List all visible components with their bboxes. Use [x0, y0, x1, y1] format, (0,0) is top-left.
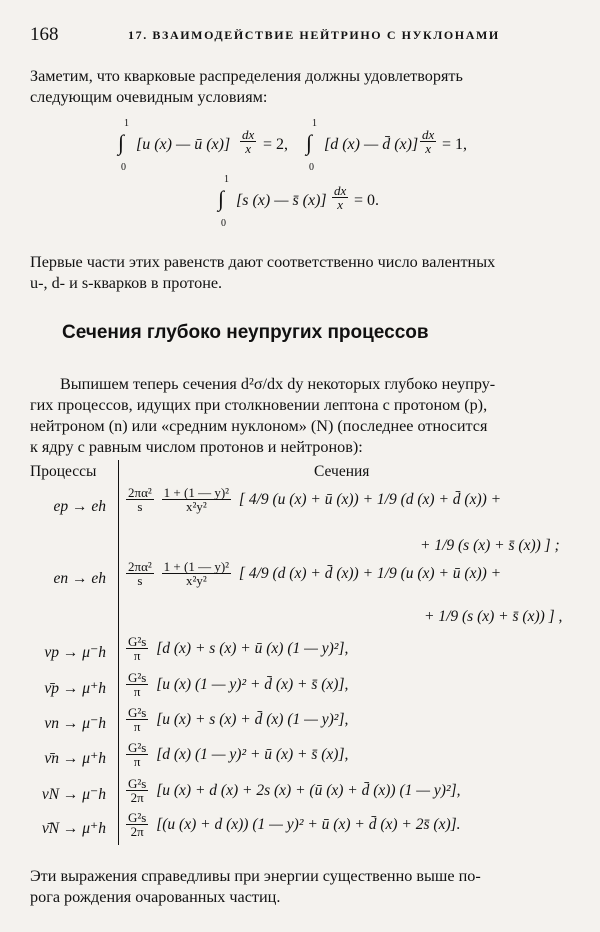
upper-limit: 1 [312, 118, 317, 129]
prefactor: $\frac{\text{G²s}}{\pi}$ [128, 670, 147, 699]
running-header [30, 24, 570, 48]
condition-eq-1-2 [118, 118, 478, 173]
process-label: ν̄n → μ⁺h [44, 750, 106, 767]
formula-expression: [d (x) + s (x) + ū (x) (1 — y)²], [156, 639, 349, 657]
cross-section-formula [126, 741, 348, 768]
condition-eq-2: [d (x) — d̄ (x)] [324, 136, 419, 153]
formula-line-1: [ 4/9 (d (x) + d̄ (x)) + 1/9 (u (x) + ū (x)) + [238, 564, 502, 582]
running-title: 17. ВЗАИМОДЕЙСТВИЕ НЕЙТРИНО С НУКЛОНАМИ [128, 28, 500, 42]
kinematic-factor: $\frac{\text{1 + (1 — y)²}}{\text{x²y²}}$ [163, 485, 230, 514]
upper-limit: 1 [224, 174, 229, 185]
intro-line-1: Заметим, что кварковые распределения должны удовлетворять [30, 67, 463, 85]
condition-eq-3-expr: [s (x) — s̄ (x)] [236, 192, 327, 209]
formula-expression: [u (x) (1 — y)² + d̄ (x) + s̄ (x)], [156, 675, 349, 693]
process-label: νn → μ⁻h [44, 715, 106, 732]
cross-section-formula [126, 671, 348, 698]
cross-section-formula [126, 777, 461, 804]
body-line-4: к ядру с равным числом протонов и нейтронов): [30, 438, 363, 456]
formula-expression: [u (x) + s (x) + d̄ (x) (1 — y)²], [156, 710, 349, 728]
cross-section-formula [126, 706, 348, 733]
page-number: 168 [30, 24, 59, 45]
prefactor: $\frac{\text{G²s}}{\pi}$ [128, 740, 147, 769]
lower-limit: 0 [121, 162, 126, 173]
section-title: Сечения глубоко неупругих процессов [62, 322, 429, 343]
cross-section-formula [126, 811, 461, 838]
dx-over-x: $\frac{dx}{x}$ [422, 127, 435, 156]
footer-line-1: Эти выражения справедливы при энергии существенно выше по- [30, 867, 481, 885]
intro-line-2: следующим очевидным условиям: [30, 88, 268, 106]
process-label: ep → eh [53, 498, 106, 515]
integral-sign: ∫ [306, 130, 313, 155]
body-line-1: Выпишем теперь сечения d²σ/dx dy некоторых глубоко неупру- [60, 375, 496, 393]
condition-eq-3-value: = 0. [354, 192, 380, 209]
kinematic-factor: $\frac{\text{1 + (1 — y)²}}{\text{x²y²}}$ [163, 559, 230, 588]
integral-sign: ∫ [118, 130, 125, 155]
condition-eq-3 [218, 174, 418, 229]
lower-limit: 0 [221, 218, 226, 229]
column-header-process: Процессы [30, 463, 97, 480]
formula-line-1: [ 4/9 (u (x) + ū (x)) + 1/9 (d (x) + d̄ (x)) + [238, 490, 502, 508]
body-line-2: гих процессов, идущих при столкновении лептона с протоном (p), [30, 396, 488, 414]
process-label: νN → μ⁻h [41, 786, 106, 803]
process-label: en → eh [53, 570, 106, 587]
footer-line-2: рога рождения очарованных частиц. [30, 888, 281, 906]
after-line-2: u-, d- и s-кварков в протоне. [30, 274, 223, 292]
formula-line-2: + 1/9 (s (x) + s̄ (x)) ] ; [420, 537, 560, 554]
formula-line-2: + 1/9 (s (x) + s̄ (x)) ] , [424, 608, 563, 625]
column-header-section: Сечения [314, 463, 370, 480]
prefactor: $\frac{\text{2πα²}}{s}$ [128, 485, 152, 514]
dx-over-x: $\frac{dx}{x}$ [334, 183, 347, 212]
formula-expression: [u (x) + d (x) + 2s (x) + (ū (x) + d̄ (x)) (1 — y)²], [156, 781, 461, 799]
process-label: ν̄p → μ⁺h [44, 680, 106, 697]
cross-section-formula [126, 635, 348, 662]
condition-eq-1: [u (x) — ū (x)] [136, 136, 231, 153]
body-line-3: нейтроном (n) или «средним нуклоном» (N) (последнее относится [30, 417, 488, 435]
prefactor: $\frac{\text{G²s}}{\pi}$ [128, 705, 147, 734]
lower-limit: 0 [309, 162, 314, 173]
after-line-1: Первые части этих равенств дают соответственно число валентных [30, 253, 496, 271]
process-label: νp → μ⁻h [44, 644, 106, 661]
formula-expression: [d (x) (1 — y)² + ū (x) + s̄ (x)], [156, 745, 349, 763]
dx-over-x: $\frac{dx}{x}$ [242, 127, 255, 156]
cross-section-formula [126, 560, 501, 587]
condition-eq-1-value: = 2, [263, 136, 289, 153]
prefactor: $\frac{\text{2πα²}}{s}$ [128, 559, 152, 588]
prefactor: $\frac{\text{G²s}}{\pi}$ [128, 634, 147, 663]
table-divider [118, 460, 119, 845]
prefactor: $\frac{\text{G²s}}{2\pi}$ [128, 810, 147, 839]
process-label: ν̄N → μ⁺h [41, 820, 106, 837]
prefactor: $\frac{\text{G²s}}{2\pi}$ [128, 776, 147, 805]
integral-sign: ∫ [218, 186, 225, 211]
condition-eq-2-value: = 1, [442, 136, 468, 153]
formula-expression: [(u (x) + d (x)) (1 — y)² + ū (x) + d̄ (x) + 2s̄ (x)]. [156, 815, 461, 833]
upper-limit: 1 [124, 118, 129, 129]
cross-section-formula [126, 486, 501, 513]
